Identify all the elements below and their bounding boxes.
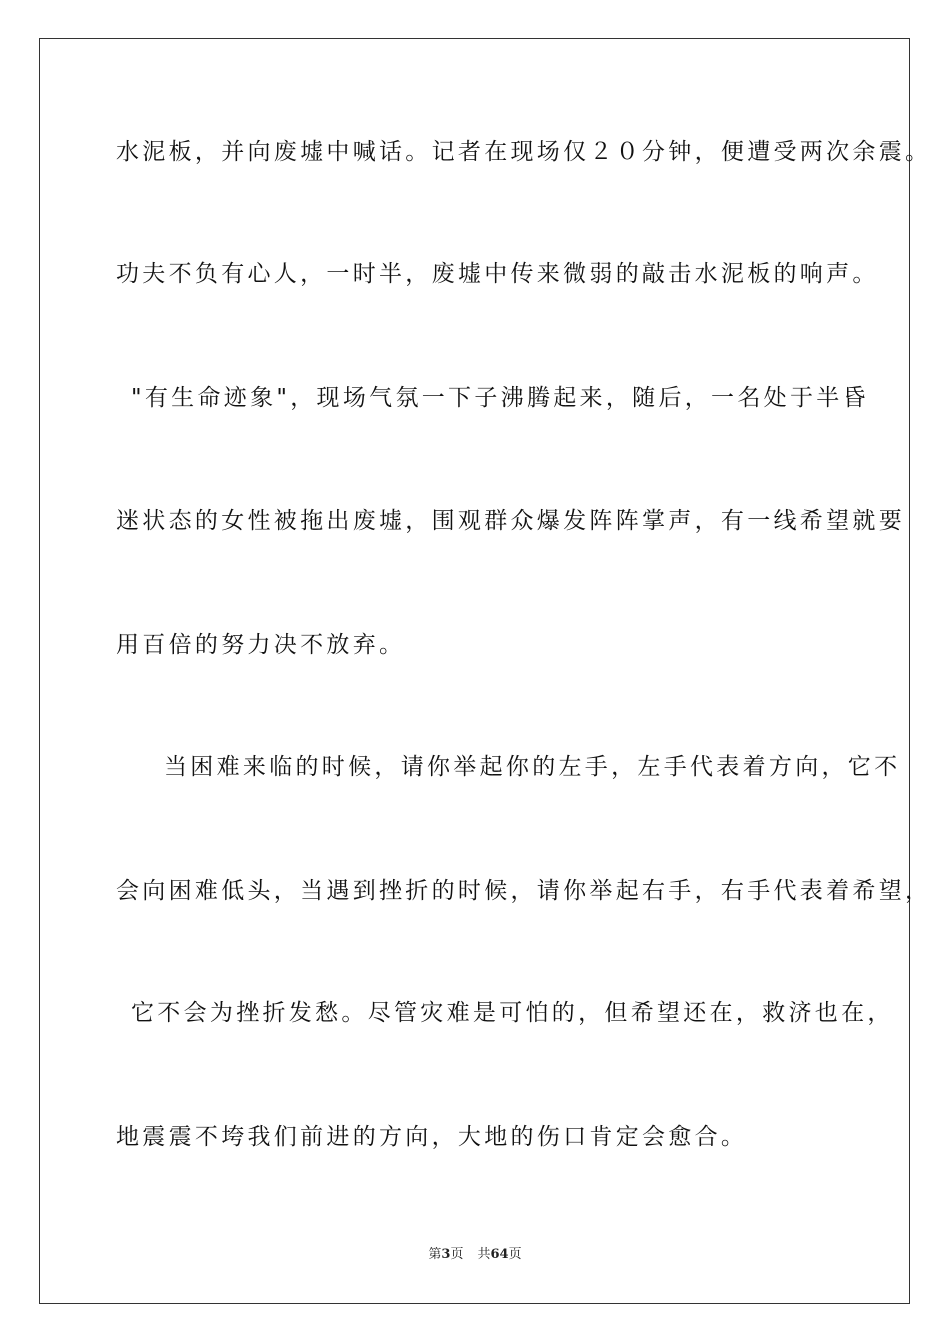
text-line: 迷状态的女性被拖出废墟，围观群众爆发阵阵掌声，有一线希望就要 xyxy=(116,508,905,534)
page-frame xyxy=(39,38,932,1304)
page-suffix: 页 xyxy=(450,1247,464,1262)
text-line: 它不会为挫折发愁。尽管灾难是可怕的，但希望还在，救济也在， xyxy=(131,1000,894,1026)
text-line: "有生命迹象"，现场气氛一下子沸腾起来，随后，一名处于半昏 xyxy=(131,385,869,411)
text-line: 水泥板，并向废墟中喊话。记者在现场仅２０分钟，便遭受两次余震。 xyxy=(116,139,932,165)
total-prefix: 共 xyxy=(477,1247,491,1262)
text-line: 会向困难低头，当遇到挫折的时候，请你举起右手，右手代表着希望， xyxy=(116,878,932,904)
text-line: 地震震不垮我们前进的方向，大地的伤口肯定会愈合。 xyxy=(116,1124,748,1150)
total-suffix: 页 xyxy=(508,1247,522,1262)
total-pages: 64 xyxy=(490,1247,509,1262)
text-line: 当困难来临的时候，请你举起你的左手，左手代表着方向，它不 xyxy=(164,754,901,780)
page-number: 3 xyxy=(441,1247,451,1262)
text-line: 用百倍的努力决不放弃。 xyxy=(116,632,406,658)
page-footer xyxy=(0,1246,950,1264)
page-prefix: 第 xyxy=(428,1247,442,1262)
text-line: 功夫不负有心人，一时半，废墟中传来微弱的敲击水泥板的响声。 xyxy=(116,261,879,287)
